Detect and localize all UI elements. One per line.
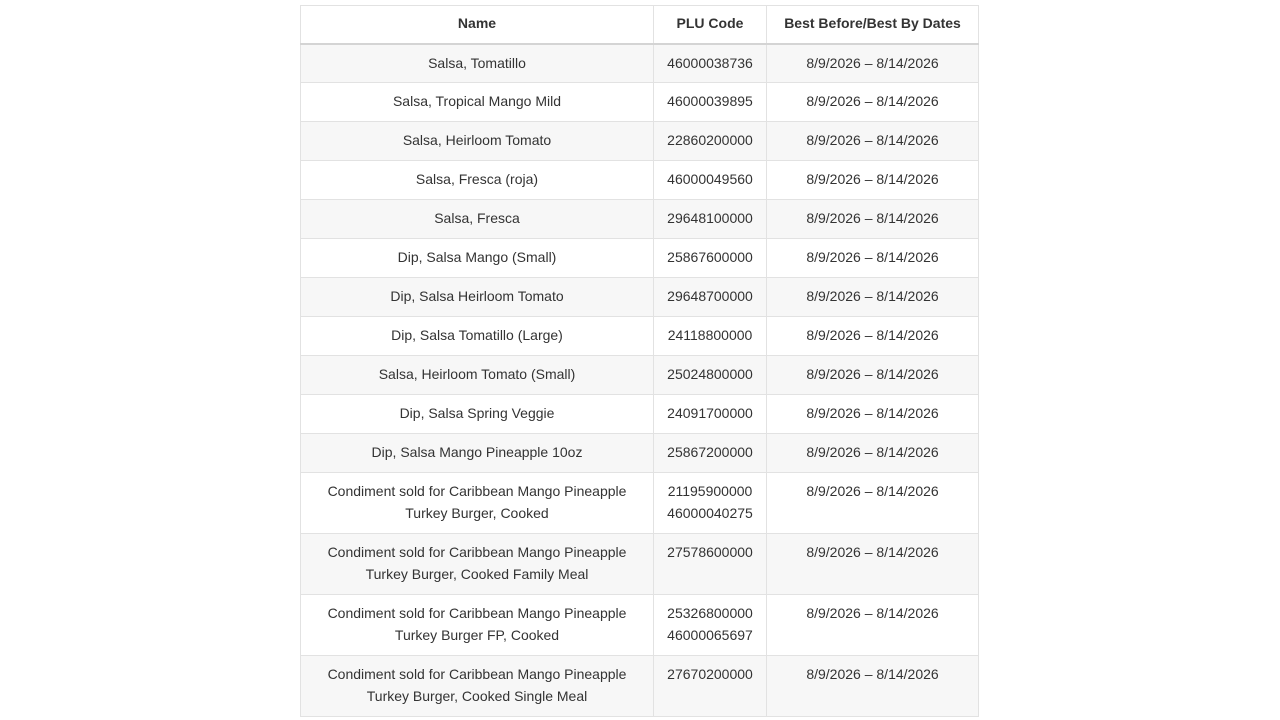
best-before-dates-cell: 8/9/2026 – 8/14/2026 bbox=[767, 534, 979, 595]
best-before-dates-cell: 8/9/2026 – 8/14/2026 bbox=[767, 317, 979, 356]
best-before-dates-cell: 8/9/2026 – 8/14/2026 bbox=[767, 473, 979, 534]
table-row bbox=[301, 161, 979, 200]
product-name-cell: Dip, Salsa Mango (Small) bbox=[301, 239, 654, 278]
product-name-cell: Dip, Salsa Tomatillo (Large) bbox=[301, 317, 654, 356]
plu-code: 25867200000 bbox=[667, 444, 753, 460]
column-header-best-before-dates: Best Before/Best By Dates bbox=[767, 6, 979, 44]
best-before-dates-cell: 8/9/2026 – 8/14/2026 bbox=[767, 278, 979, 317]
product-name-cell: Salsa, Heirloom Tomato (Small) bbox=[301, 356, 654, 395]
table-row bbox=[301, 395, 979, 434]
plu-code-cell bbox=[654, 200, 767, 239]
best-before-dates-cell: 8/9/2026 – 8/14/2026 bbox=[767, 200, 979, 239]
product-name-cell: Condiment sold for Caribbean Mango Pineapple Turkey Burger, Cooked Single Meal bbox=[301, 656, 654, 717]
plu-code-cell bbox=[654, 278, 767, 317]
plu-code-cell bbox=[654, 595, 767, 656]
product-name-cell: Dip, Salsa Spring Veggie bbox=[301, 395, 654, 434]
plu-code-cell bbox=[654, 161, 767, 200]
plu-code: 27578600000 bbox=[667, 544, 753, 560]
product-name-cell: Salsa, Tomatillo bbox=[301, 44, 654, 83]
table-row bbox=[301, 83, 979, 122]
product-name-cell: Salsa, Fresca (roja) bbox=[301, 161, 654, 200]
best-before-dates-cell: 8/9/2026 – 8/14/2026 bbox=[767, 44, 979, 83]
product-name-cell: Dip, Salsa Mango Pineapple 10oz bbox=[301, 434, 654, 473]
product-name-cell: Condiment sold for Caribbean Mango Pineapple Turkey Burger, Cooked Family Meal bbox=[301, 534, 654, 595]
plu-code: 24118800000 bbox=[667, 327, 753, 343]
plu-code-cell bbox=[654, 356, 767, 395]
plu-code-cell bbox=[654, 239, 767, 278]
table-row bbox=[301, 200, 979, 239]
best-before-dates-cell: 8/9/2026 – 8/14/2026 bbox=[767, 161, 979, 200]
product-recall-table bbox=[300, 5, 979, 717]
plu-code: 29648100000 bbox=[667, 210, 753, 226]
plu-code: 27670200000 bbox=[667, 666, 753, 682]
column-header-plu-code: PLU Code bbox=[654, 6, 767, 44]
plu-code-cell bbox=[654, 317, 767, 356]
plu-code: 25867600000 bbox=[667, 249, 753, 265]
column-header-name: Name bbox=[301, 6, 654, 44]
plu-code-cell bbox=[654, 122, 767, 161]
best-before-dates-cell: 8/9/2026 – 8/14/2026 bbox=[767, 239, 979, 278]
product-name-cell: Condiment sold for Caribbean Mango Pineapple Turkey Burger, Cooked bbox=[301, 473, 654, 534]
best-before-dates-cell: 8/9/2026 – 8/14/2026 bbox=[767, 595, 979, 656]
plu-code-cell bbox=[654, 395, 767, 434]
table-row bbox=[301, 534, 979, 595]
best-before-dates-cell: 8/9/2026 – 8/14/2026 bbox=[767, 656, 979, 717]
best-before-dates-cell: 8/9/2026 – 8/14/2026 bbox=[767, 434, 979, 473]
plu-code: 46000038736 bbox=[667, 54, 753, 71]
table-row bbox=[301, 473, 979, 534]
plu-code-cell bbox=[654, 656, 767, 717]
table-body bbox=[301, 44, 979, 717]
table-row bbox=[301, 356, 979, 395]
plu-code-cell bbox=[654, 83, 767, 122]
table-row bbox=[301, 595, 979, 656]
plu-code: 46000040275 bbox=[667, 504, 753, 521]
plu-code-cell bbox=[654, 473, 767, 534]
product-name-cell: Salsa, Heirloom Tomato bbox=[301, 122, 654, 161]
best-before-dates-cell: 8/9/2026 – 8/14/2026 bbox=[767, 356, 979, 395]
plu-code-cell bbox=[654, 534, 767, 595]
plu-code: 29648700000 bbox=[667, 288, 753, 304]
table-row bbox=[301, 278, 979, 317]
table-header bbox=[301, 6, 979, 44]
product-name-cell: Dip, Salsa Heirloom Tomato bbox=[301, 278, 654, 317]
best-before-dates-cell: 8/9/2026 – 8/14/2026 bbox=[767, 395, 979, 434]
plu-code-cell bbox=[654, 434, 767, 473]
product-name-cell: Condiment sold for Caribbean Mango Pineapple Turkey Burger FP, Cooked bbox=[301, 595, 654, 656]
table-row bbox=[301, 317, 979, 356]
plu-code: 46000049560 bbox=[667, 171, 753, 187]
best-before-dates-cell: 8/9/2026 – 8/14/2026 bbox=[767, 83, 979, 122]
plu-code: 22860200000 bbox=[667, 132, 753, 148]
table-row bbox=[301, 44, 979, 83]
table-row bbox=[301, 434, 979, 473]
plu-code-cell bbox=[654, 44, 767, 83]
plu-code: 25326800000 bbox=[667, 605, 753, 621]
plu-code: 25024800000 bbox=[667, 366, 753, 382]
plu-code: 21195900000 bbox=[667, 483, 753, 499]
table-row bbox=[301, 239, 979, 278]
header-row bbox=[301, 6, 979, 44]
best-before-dates-cell: 8/9/2026 – 8/14/2026 bbox=[767, 122, 979, 161]
table-row bbox=[301, 656, 979, 717]
plu-code: 24091700000 bbox=[667, 405, 753, 421]
plu-code: 46000039895 bbox=[667, 93, 753, 109]
product-name-cell: Salsa, Fresca bbox=[301, 200, 654, 239]
plu-code: 46000065697 bbox=[667, 626, 753, 643]
table-row bbox=[301, 122, 979, 161]
product-name-cell: Salsa, Tropical Mango Mild bbox=[301, 83, 654, 122]
